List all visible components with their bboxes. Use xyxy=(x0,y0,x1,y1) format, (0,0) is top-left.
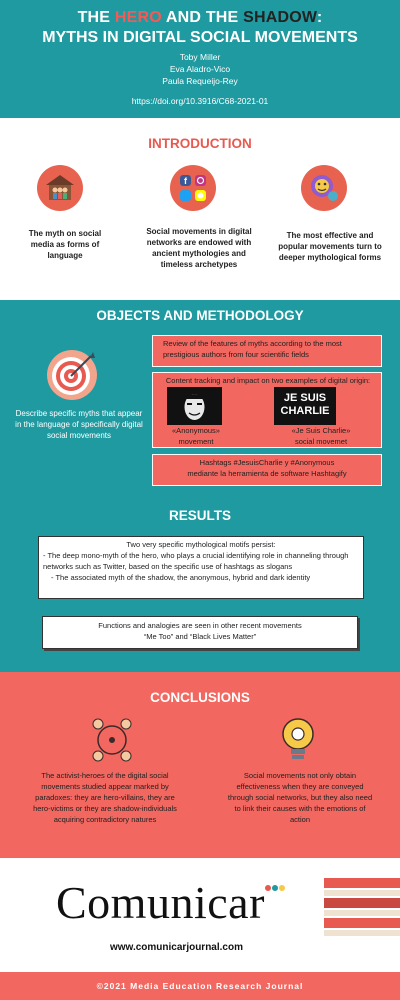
doi-link[interactable]: https://doi.org/10.3916/C68-2021-01 xyxy=(131,96,269,106)
introduction-section xyxy=(0,118,400,300)
intro-text-2: Social movements in digital networks are endowed with ancient mythologies and timeless archetypes xyxy=(146,227,252,269)
results-item-1: - The deep mono-myth of the hero, who plays a crucial identifying role in channeling through networks such as Twitter, based on the specific use of hashtags as slogans xyxy=(43,551,349,571)
charlie-image-line1: JE SUIS xyxy=(283,392,327,404)
family-house-icon xyxy=(37,165,83,211)
results-box-2-line1: Functions and analogies are seen in other recent movements xyxy=(98,621,302,630)
methodology-box-2 xyxy=(152,372,382,448)
author-1: Toby Miller xyxy=(179,52,221,62)
methodology-box-2-title: Content tracking and impact on two examples of digital origin: xyxy=(165,376,371,385)
box3-line1: Hashtags #JesuisCharlie y #Anonymous xyxy=(199,458,335,467)
author-3: Paula Requeijo-Rey xyxy=(162,76,238,86)
results-title: RESULTS xyxy=(168,508,231,523)
charlie-caption xyxy=(265,426,377,447)
title-line1 xyxy=(0,9,400,27)
people-network-icon xyxy=(88,716,136,764)
svg-text:f: f xyxy=(184,176,187,186)
brand-section xyxy=(0,858,400,972)
anonymous-image xyxy=(167,387,222,425)
methodology-box-1-text: Review of the features of myths according to the most prestigious authors from four scientific fields xyxy=(163,339,342,359)
title-part: THE xyxy=(77,9,115,26)
charlie-caption-line1: «Je Suis Charlie» xyxy=(291,426,351,435)
title-shadow: SHADOW xyxy=(243,9,317,26)
conclusion-text-1: The activist-heroes of the digital social movements studied appear marked by paradoxes: they are hero-villains, they are hero-victims or they are shadow-individuals acquiring contradictory natures xyxy=(33,771,177,824)
intro-text-3: The most effective and popular movements turn to deeper mythological forms xyxy=(278,231,382,262)
objects-methodology-section xyxy=(0,300,400,672)
results-box-2 xyxy=(42,616,358,649)
methodology-box-3 xyxy=(152,454,382,486)
anonymous-caption xyxy=(167,426,225,447)
social-media-icon xyxy=(170,165,216,211)
conclusion-text-2: Social movements not only obtain effectiveness when they are conveyed through social networks, but they also need to link their causes with the emotions of action xyxy=(227,771,373,824)
objects-left-text: Describe specific myths that appear in the language of specifically digital social movements xyxy=(15,409,143,440)
header-banner xyxy=(0,0,400,118)
author-2: Eva Aladro-Vico xyxy=(169,64,231,74)
footer: ©2021 Media Education Research Journal xyxy=(0,972,400,1000)
introduction-title: INTRODUCTION xyxy=(148,136,252,151)
intro-text-1: The myth on social media as forms of language xyxy=(28,229,102,260)
comunicar-logo: Comunicar xyxy=(56,877,265,928)
je-suis-charlie-image xyxy=(274,387,336,425)
anon-caption-line2: movement xyxy=(178,436,214,446)
title-hero: HERO xyxy=(114,9,162,26)
journal-url-link[interactable]: www.comunicarjournal.com xyxy=(110,942,243,953)
objects-title: OBJECTS AND METHODOLOGY xyxy=(96,308,304,323)
methodology-box-1 xyxy=(152,335,382,367)
logo-accent-dots xyxy=(264,880,286,890)
target-icon xyxy=(47,350,97,400)
title-part: AND THE xyxy=(161,9,244,26)
subtitle: MYTHS IN DIGITAL SOCIAL MOVEMENTS xyxy=(42,29,358,46)
results-box-1 xyxy=(38,536,364,599)
charlie-caption-line2: social movemet xyxy=(294,436,348,446)
mask-icon xyxy=(301,165,347,211)
results-item-2: - The associated myth of the shadow, the anonymous, hybrid and dark identity xyxy=(51,573,311,582)
results-box-2-line2: “Me Too” and “Black Lives Matter” xyxy=(143,632,257,641)
books-decoration xyxy=(324,868,400,948)
box3-line2: mediante la herramienta de software Hashtagify xyxy=(187,468,347,478)
conclusions-title: CONCLUSIONS xyxy=(150,690,250,705)
charlie-image-line2: CHARLIE xyxy=(280,405,330,417)
title-part: : xyxy=(316,9,323,26)
conclusions-section xyxy=(0,672,400,858)
results-intro: Two very specific mythological motifs persist: xyxy=(126,540,276,549)
anon-caption-line1: «Anonymous» xyxy=(172,426,220,435)
lightbulb-gear-icon xyxy=(276,716,320,764)
